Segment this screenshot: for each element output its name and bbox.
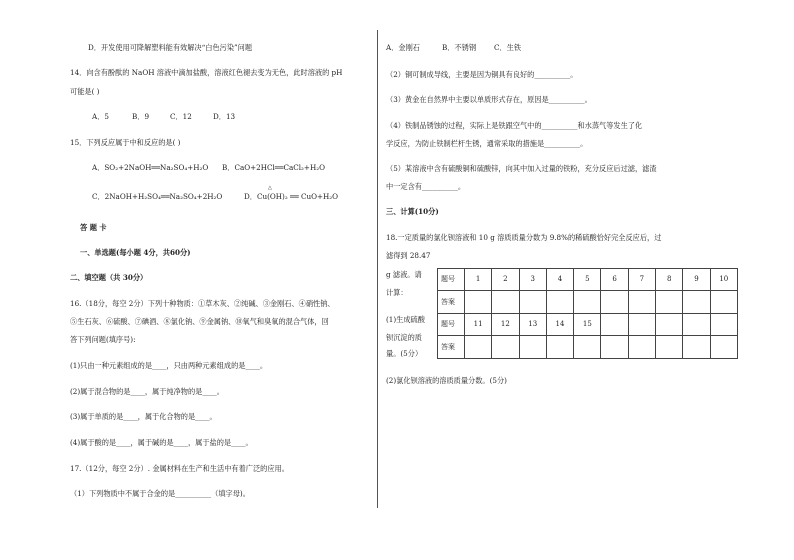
answer-cell[interactable] [656,291,683,314]
section-2-title: 二、填空题（共 30分） [70,273,148,282]
q13-option-d: D．开发使用可降解塑料能有效解决“白色污染”问题 [88,43,253,52]
question-number-cell: 7 [628,269,655,291]
answer-cell[interactable] [546,291,573,314]
answer-table-row [438,336,738,359]
empty-cell [628,314,655,336]
empty-cell [710,336,737,359]
empty-cell [683,336,710,359]
empty-cell [683,314,710,336]
q16-line2: ⑤生石灰、⑥硫酸、⑦碘酒、⑧氯化钠、⑨金属钠、⑩氧气和臭氧的混合气体，回 [70,317,329,326]
table-label-cell: 答案 [438,291,465,314]
empty-cell [628,336,655,359]
empty-cell [656,314,683,336]
answer-card-title: 答 题 卡 [80,223,107,232]
answer-cell[interactable] [574,336,601,359]
question-number-cell: 10 [710,269,737,291]
question-number-cell: 8 [656,269,683,291]
column-divider [377,30,378,508]
q15-option-b: B．CaO+2HCl══CaCl₂+H₂O [222,163,325,172]
section-3-title: 三、计算(10分) [386,207,439,216]
q14-option-b: B．9 [132,112,150,121]
answer-cell[interactable] [492,291,519,314]
question-number-cell: 15 [574,314,601,336]
q14-option-c: C．12 [170,112,192,121]
answer-cell[interactable] [492,336,519,359]
empty-cell [601,314,628,336]
answer-table-row [438,291,738,314]
q17-option-b: B．不锈钢 [442,43,477,52]
q17-option-c: C．生铁 [494,43,522,52]
question-number-cell: 3 [519,269,546,291]
question-number-cell: 11 [464,314,491,336]
answer-cell[interactable] [519,291,546,314]
q17-stem: 17.（12分，每空 2分）. 金属材料在生产和生活中有着广泛的应用。 [70,464,289,473]
q16-line3: 答下列问题(填序号): [70,335,136,344]
answer-cell[interactable] [546,336,573,359]
answer-table [437,268,738,359]
question-number-cell: 2 [492,269,519,291]
section-1-title: 一、单选题(每小题 4分，共60分) [80,248,191,257]
answer-table-row [438,314,738,336]
q16-sub4: (4)属于酸的是____，属于碱的是____，属于盐的是____。 [70,438,253,447]
question-number-cell: 6 [601,269,628,291]
q14-line2: 可能是( ) [70,87,100,96]
question-number-cell: 9 [683,269,710,291]
answer-cell[interactable] [464,336,491,359]
question-number-cell: 4 [546,269,573,291]
empty-cell [601,336,628,359]
question-number-cell: 5 [574,269,601,291]
q18-side2: 计算： [386,288,408,297]
q14-option-a: A．5 [92,112,109,121]
empty-cell [710,314,737,336]
q16-sub3: (3)属于单质的是____，属于化合物的是____。 [70,412,217,421]
answer-cell[interactable] [628,291,655,314]
q15-option-c: C．2NaOH+H₂SO₄══Na₂SO₄+2H₂O [92,192,223,201]
q17-sub4-line1: （4）铁制品锈蚀的过程，实际上是铁跟空气中的__________和水蒸气等发生了化 [386,121,643,130]
q18-side1: g 滤液。请 [386,270,422,279]
answer-table-row [438,269,738,291]
q17-option-a: A．金刚石 [386,43,420,52]
answer-cell[interactable] [683,291,710,314]
q17-sub5-line1: （5）某溶液中含有硫酸铜和硫酸锌，向其中加入过量的铁粉，充分反应后过滤，滤渣 [386,164,657,173]
q14-option-d: D．13 [213,112,236,121]
table-label-cell: 答案 [438,336,465,359]
q17-sub1: （1）下列物质中不属于合金的是__________（填字母)。 [70,489,250,498]
q18-line1: 18.一定质量的氯化钡溶液和 10 g 溶质质量分数为 9.8%的稀硫酸恰好完全反应后，过 [386,233,662,242]
q18-sub2: (2)氯化钡溶液的溶质质量分数。(5分) [386,376,507,385]
q14-line1: 14．向含有酚酞的 NaOH 溶液中滴加盐酸，溶液红色褪去变为无色，此时溶液的 pH [70,68,343,77]
question-number-cell: 13 [519,314,546,336]
q15-stem: 15．下列反应属于中和反应的是( ) [70,138,181,147]
q17-sub3: （3）黄金在自然界中主要以单质形式存在，原因是__________。 [386,95,592,104]
question-number-cell: 14 [546,314,573,336]
table-label-cell: 题号 [438,269,465,291]
question-number-cell: 1 [464,269,491,291]
answer-cell[interactable] [574,291,601,314]
answer-cell[interactable] [710,291,737,314]
q15-option-d: D．Cu(OH)₂ ══ CuO+H₂O [244,192,339,201]
answer-cell[interactable] [601,291,628,314]
q18-line2: 滤得到 28.47 [386,251,431,260]
answer-cell[interactable] [519,336,546,359]
question-number-cell: 12 [492,314,519,336]
q15-option-a: A．SO₂+2NaOH══Na₂SO₄+H₂O [92,163,209,172]
q17-sub5-line2: 中一定含有__________。 [386,182,466,191]
table-label-cell: 题号 [438,314,465,336]
q16-line1: 16.（18分，每空 2分）下列十种物质：①草木灰、②纯碱、③金刚石、④硝性钠、 [70,299,335,308]
q18-side5: 量。(5分） [386,349,423,358]
heat-mark: △ [268,185,272,191]
q18-side4: 钡沉淀的质 [386,333,422,342]
answer-cell[interactable] [464,291,491,314]
q17-sub2: （2）铜可制成导线，主要是因为铜具有良好的__________。 [386,70,578,79]
empty-cell [656,336,683,359]
q18-side3: (1)生成硫酸 [386,315,425,324]
q17-sub4-line2: 学反应，为防止铁制栏杆生锈，通常采取的措施是__________。 [386,139,588,148]
q16-sub2: (2)属于混合物的是____，属于纯净物的是____。 [70,387,224,396]
q16-sub1: (1)只由一种元素组成的是____，只由两种元素组成的是____。 [70,361,268,370]
